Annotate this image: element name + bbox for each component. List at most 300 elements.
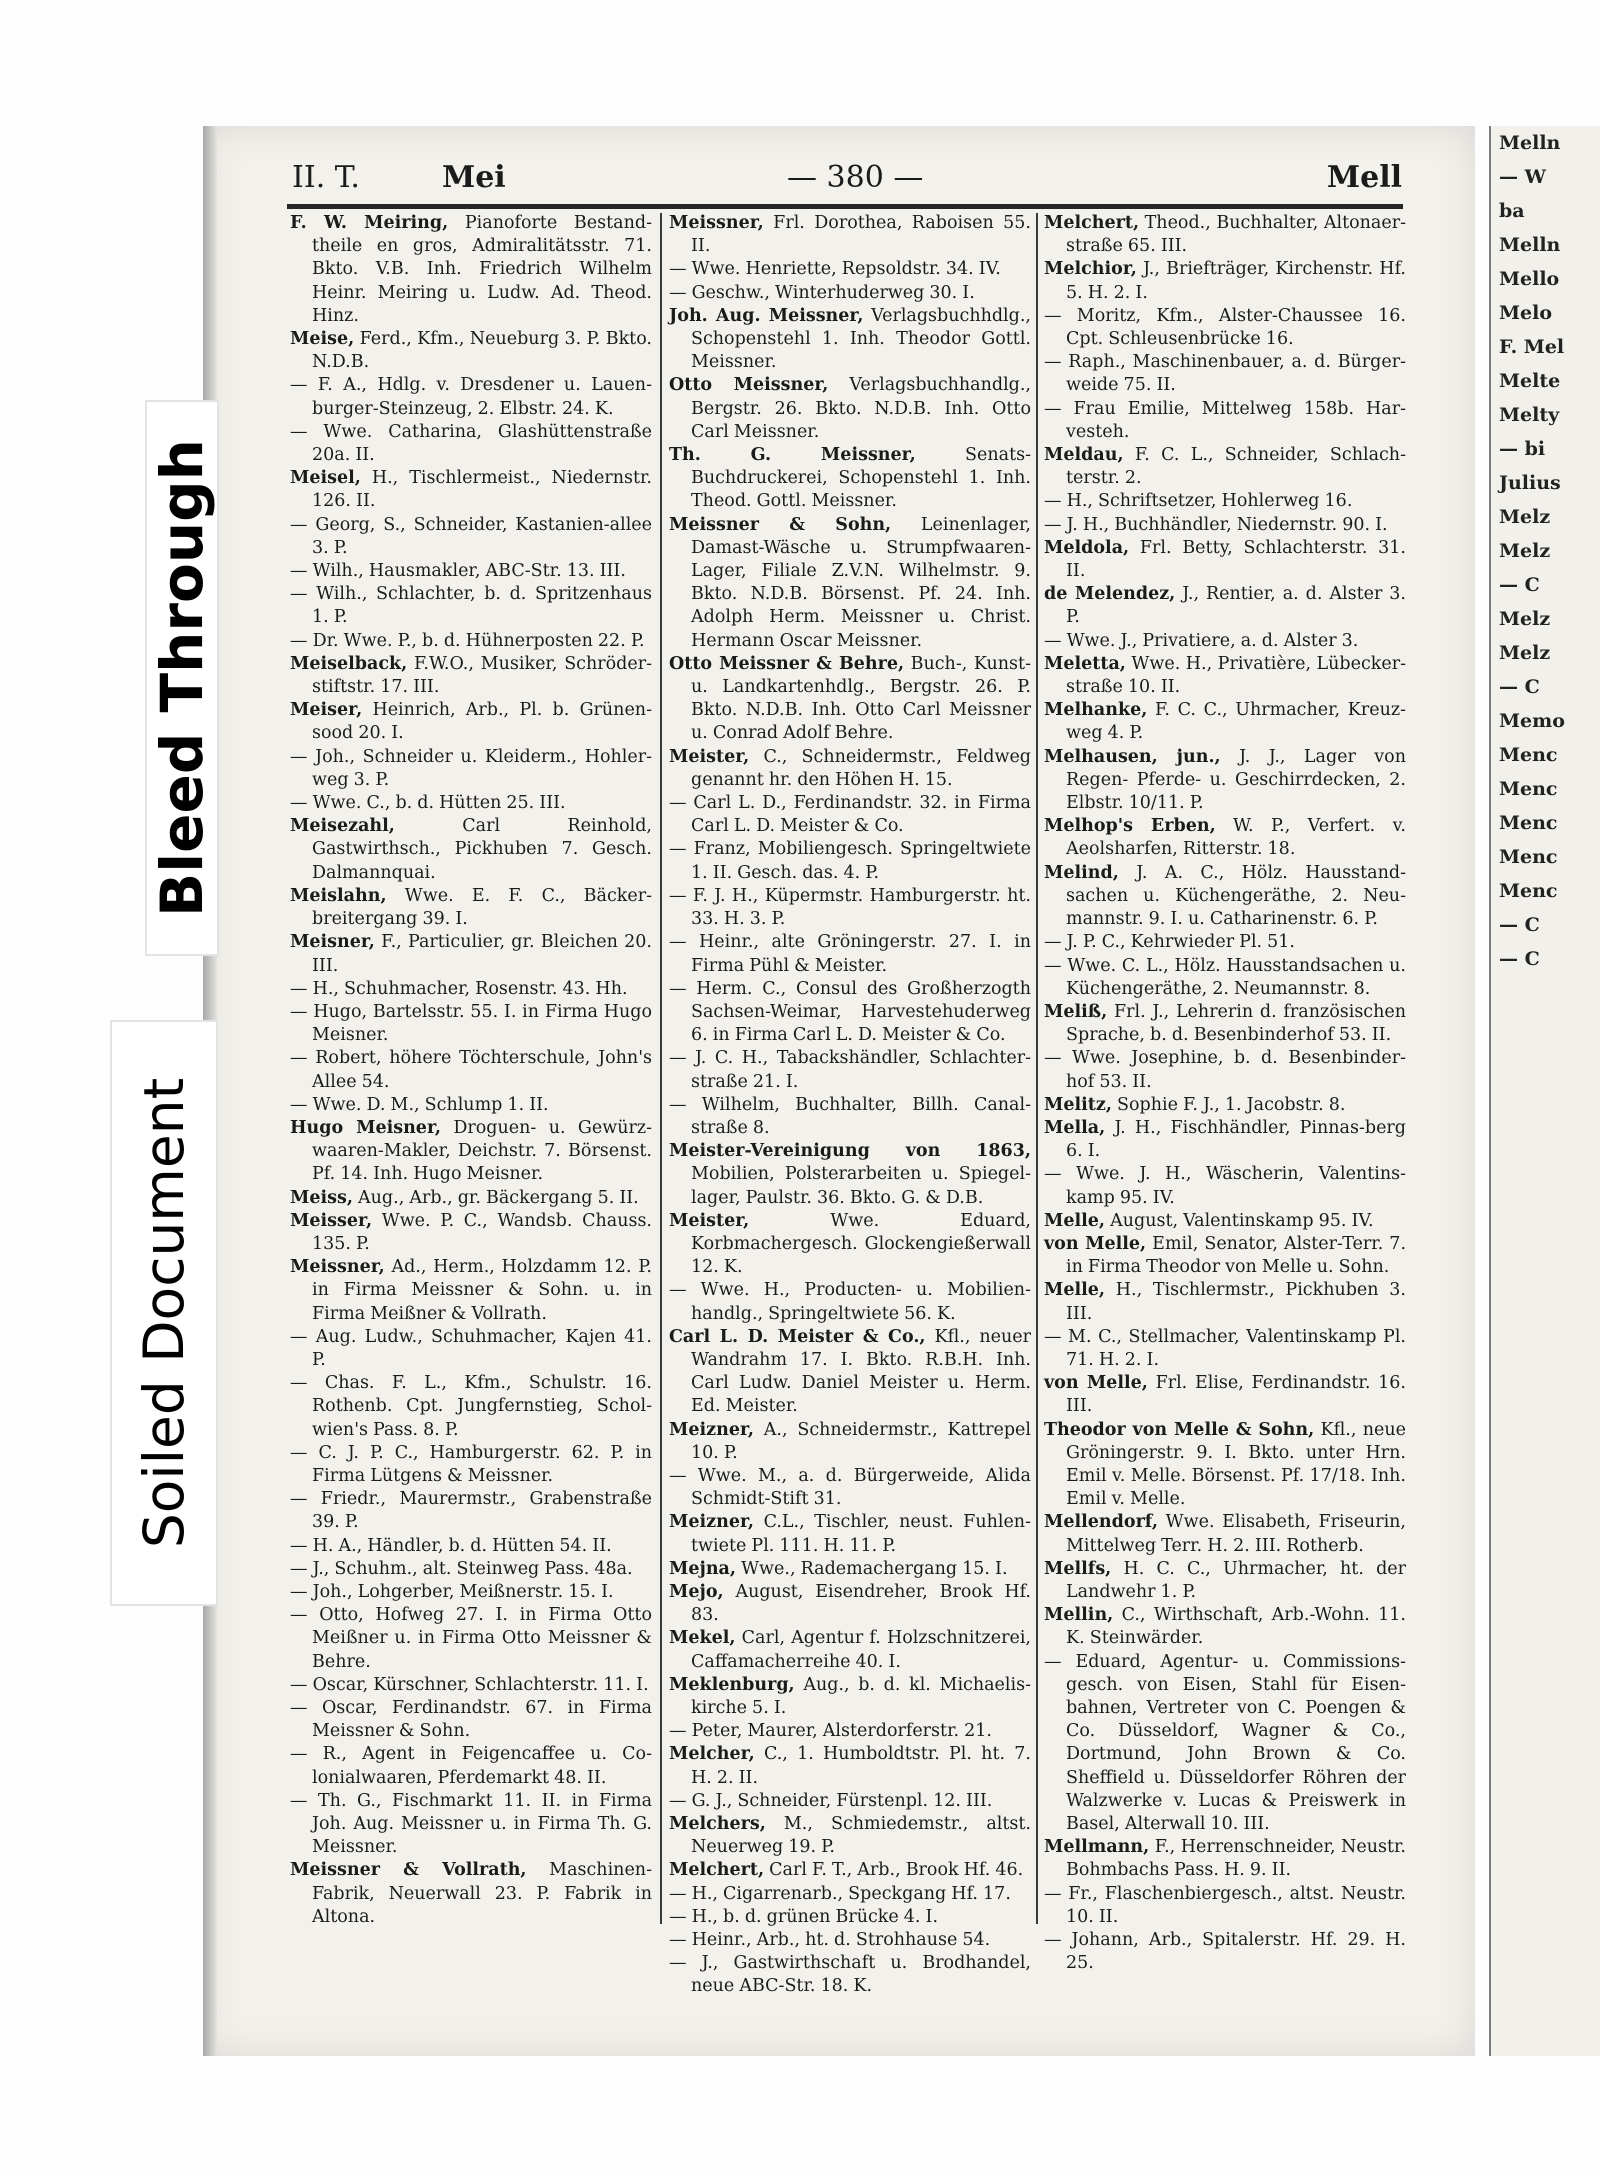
- entry-details: Carl Reinhold, Gastwirthsch., Pickhuben 7. Gesch. Dalmannquai.: [312, 816, 652, 883]
- entry-details: F., Particulier, gr. Bleichen 20. III.: [312, 932, 652, 976]
- entry-name: Meletta,: [1044, 653, 1126, 674]
- directory-entry: [1044, 1210, 1406, 1233]
- entry-details: — J. P. C., Kehrwieder Pl. 51.: [1044, 932, 1295, 953]
- directory-entry: [669, 1511, 1031, 1557]
- entry-details: — Moritz, Kfm., Alster-Chaussee 16. Cpt. Schleusenbrücke 16.: [1044, 305, 1406, 350]
- entry-name: Melchert,: [1044, 213, 1140, 233]
- entry-details: August, Valentinskamp 95. IV.: [1105, 1210, 1374, 1231]
- directory-entry: [1044, 862, 1406, 932]
- entry-name: Melchior,: [1044, 259, 1137, 280]
- entry-details: — Joh., Lohgerber, Meißnerstr. 15. I.: [290, 1581, 614, 1602]
- column-3: [1044, 212, 1406, 1975]
- adjacent-page-fragment: — W: [1499, 166, 1546, 188]
- entry-details: — Geschw., Winterhuderweg 30. I.: [669, 282, 975, 303]
- directory-entry: [1044, 815, 1406, 861]
- directory-entry: [669, 1883, 1031, 1906]
- directory-entry: [290, 1604, 652, 1674]
- directory-entry: [1044, 653, 1406, 699]
- adjacent-page-fragment: Melo: [1499, 302, 1553, 324]
- entry-details: C.L., Tischler, neust. Fuhlen-twiete Pl. 111. H. 11. P.: [691, 1512, 1031, 1556]
- directory-entry: [1044, 444, 1406, 490]
- entry-details: — Th. G., Fischmarkt 11. II. in Firma Joh. Aug. Meissner u. in Firma Th. G. Meissner.: [290, 1790, 652, 1858]
- adjacent-page-fragment: Melln: [1499, 234, 1561, 256]
- adjacent-page-fragment: Menc: [1499, 812, 1558, 834]
- entry-name: Melcher,: [669, 1744, 755, 1765]
- entry-details: — Wwe. Catharina, Glashüttenstraße 20a. II.: [290, 421, 652, 466]
- entry-details: Kfl., neuer Wandrahm 17. I. Bkto. R.B.H. Inh. Carl Ludw. Daniel Meister u. Herm. Ed. Meister.: [691, 1326, 1031, 1417]
- directory-entry: [669, 885, 1031, 931]
- entry-name: Mellin,: [1044, 1605, 1114, 1626]
- adjacent-page-fragment: Menc: [1499, 846, 1558, 868]
- entry-details: — Georg, S., Schneider, Kastanien-allee 3. P.: [290, 514, 652, 558]
- entry-details: — C. J. P. C., Hamburgerstr. 62. P. in Firma Lütgens & Meissner.: [290, 1442, 652, 1486]
- entry-details: J. H., Fischhändler, Pinnas-berg 6. I.: [1066, 1117, 1406, 1162]
- directory-entry: [290, 1372, 652, 1442]
- adjacent-page-fragment: Julius: [1499, 472, 1561, 494]
- entry-details: Theod., Buchhalter, Altonaer-straße 65. III.: [1066, 213, 1406, 257]
- directory-entry: [669, 1952, 1031, 1998]
- adjacent-page-fragment: F. Mel: [1499, 336, 1565, 358]
- entry-details: Wwe. H., Privatière, Lübecker-straße 10. II.: [1066, 653, 1406, 698]
- entry-name: Meister,: [669, 1210, 750, 1231]
- entry-details: — Raph., Maschinenbauer, a. d. Bürger-weide 75. II.: [1044, 352, 1406, 396]
- directory-entry: [1044, 514, 1406, 537]
- directory-entry: [1044, 630, 1406, 653]
- entry-details: — Wwe. Josephine, b. d. Besenbinder-hof 53. II.: [1044, 1048, 1406, 1092]
- entry-name: Melitz,: [1044, 1094, 1112, 1115]
- directory-entry: [669, 1094, 1031, 1140]
- entry-name: Meisner,: [290, 932, 375, 953]
- directory-entry: [669, 1581, 1031, 1627]
- entry-name: Meissner,: [669, 213, 764, 233]
- entry-details: Senats-Buchdruckerei, Schopenstehl 1. Inh. Theod. Gottl. Meissner.: [691, 445, 1031, 512]
- entry-details: — Wwe. H., Producten- u. Mobilien-handlg., Springeltwiete 56. K.: [669, 1280, 1031, 1324]
- entry-details: F. C. L., Schneider, Schlach-terstr. 2.: [1066, 445, 1406, 489]
- directory-entry: [290, 1859, 652, 1929]
- directory-entry: [669, 1419, 1031, 1465]
- entry-name: Mellmann,: [1044, 1837, 1150, 1858]
- directory-entry: [1044, 1372, 1406, 1418]
- directory-entry: [290, 653, 652, 699]
- directory-entry: [290, 1558, 652, 1581]
- entry-details: — Franz, Mobiliengesch. Springeltwiete 1. II. Gesch. das. 4. P.: [669, 839, 1031, 883]
- directory-entry: [290, 792, 652, 815]
- entry-details: Mobilien, Polsterarbeiten u. Spiegel-lager, Paulstr. 36. Bkto. G. & D.B.: [691, 1164, 1031, 1208]
- directory-entry: [669, 1465, 1031, 1511]
- entry-details: Frl. Elise, Ferdinandstr. 16. III.: [1066, 1373, 1406, 1417]
- entry-name: Melchert,: [669, 1860, 765, 1881]
- entry-details: Wwe., Rademachergang 15. I.: [736, 1558, 1008, 1579]
- adjacent-page-fragment: Melz: [1499, 642, 1551, 664]
- entry-details: Frl. Betty, Schlachterstr. 31. II.: [1066, 537, 1406, 582]
- adjacent-page-fragment: Melln: [1499, 132, 1561, 154]
- directory-entry: [1044, 305, 1406, 351]
- directory-entry: [290, 1187, 652, 1210]
- directory-entry: [669, 514, 1031, 653]
- entry-name: Meisser,: [290, 1210, 373, 1231]
- adjacent-page-fragment: ba: [1499, 200, 1525, 222]
- entry-details: — H., Schuhmacher, Rosenstr. 43. Hh.: [290, 978, 628, 999]
- directory-entry: [1044, 537, 1406, 583]
- entry-details: — Wwe. J. H., Wäscherin, Valentins-kamp 95. IV.: [1044, 1164, 1406, 1208]
- entry-name: Meiss,: [290, 1187, 353, 1208]
- entry-name: Meldau,: [1044, 445, 1124, 466]
- entry-name: Meislahn,: [290, 885, 387, 906]
- directory-entry: [290, 1094, 652, 1117]
- entry-details: Emil, Senator, Alster-Terr. 7. in Firma Theodor von Melle u. Sohn.: [1066, 1233, 1407, 1278]
- entry-details: — J., Schuhm., alt. Steinweg Pass. 48a.: [290, 1558, 633, 1579]
- entry-details: — Wilhelm, Buchhalter, Billh. Canal-straße 8.: [669, 1094, 1031, 1138]
- directory-entry: [669, 1326, 1031, 1419]
- directory-entry: [290, 583, 652, 629]
- entry-details: — Wilh., Schlachter, b. d. Spritzenhaus 1. P.: [290, 584, 652, 628]
- entry-details: Ad., Herm., Holzdamm 12. P. in Firma Meissner & Sohn. u. in Firma Meißner & Vollrath.: [312, 1257, 652, 1324]
- adjacent-page-fragment: — bi: [1499, 438, 1546, 460]
- adjacent-page-fragment: — C: [1499, 948, 1540, 970]
- directory-entry: [290, 1581, 652, 1604]
- directory-entry: [669, 444, 1031, 514]
- directory-entry: [669, 978, 1031, 1048]
- adjacent-page-fragment: Menc: [1499, 880, 1558, 902]
- entry-name: Carl L. D. Meister & Co.,: [669, 1326, 926, 1347]
- page-header: [292, 160, 1402, 204]
- directory-entry: [290, 467, 652, 513]
- entry-details: — Wwe. M., a. d. Bürgerweide, Alida Schmidt-Stift 31.: [669, 1465, 1031, 1510]
- entry-details: H., Tischlermstr., Pickhuben 3. III.: [1066, 1280, 1406, 1324]
- entry-details: — Johann, Arb., Spitalerstr. Hf. 29. H. 25.: [1044, 1930, 1406, 1974]
- section-mark: II. T.: [292, 160, 360, 195]
- entry-name: Meisezahl,: [290, 816, 395, 837]
- directory-entry: [669, 653, 1031, 746]
- entry-name: von Melle,: [1044, 1373, 1148, 1394]
- directory-entry: [669, 1790, 1031, 1813]
- entry-details: H. C. C., Uhrmacher, ht. der Landwehr 1. P.: [1066, 1558, 1406, 1602]
- directory-entry: [290, 421, 652, 467]
- directory-entry: [290, 1047, 652, 1093]
- directory-entry: [1044, 1558, 1406, 1604]
- entry-details: Frl. J., Lehrerin d. französischen Sprache, b. d. Besenbinderhof 53. II.: [1066, 1001, 1406, 1046]
- soiled-document-text: Soiled Document: [132, 1077, 197, 1549]
- directory-entry: [290, 1674, 652, 1697]
- entry-details: Carl F. T., Arb., Brook Hf. 46.: [764, 1860, 1024, 1881]
- entry-details: M., Schmiedemstr., altst. Neuerweg 19. P.: [691, 1814, 1031, 1858]
- directory-entry: [1044, 1047, 1406, 1093]
- directory-entry: [1044, 212, 1406, 258]
- directory-entry: [669, 1743, 1031, 1789]
- entry-name: Meister,: [669, 746, 750, 767]
- entry-name: Meissner & Sohn,: [669, 514, 892, 535]
- entry-details: Droguen- u. Gewürz-waaren-Makler, Deichstr. 7. Börsenst. Pf. 14. Inh. Hugo Meisner.: [312, 1117, 652, 1185]
- entry-name: Meldola,: [1044, 537, 1130, 558]
- entry-details: Aug., b. d. kl. Michaelis-kirche 5. I.: [691, 1674, 1031, 1718]
- header-rule: [287, 204, 1403, 209]
- entry-details: Pianoforte Bestand-theile en gros, Admiralitätsstr. 71. Bkto. V.B. Inh. Friedrich Wilhelm Heinr. Meiring u. Ludw. Ad. Theod. Hinz.: [312, 213, 652, 326]
- directory-entry: [290, 1256, 652, 1326]
- directory-entry: [290, 1001, 652, 1047]
- directory-entry: [669, 1929, 1031, 1952]
- entry-name: Meizner,: [669, 1512, 754, 1533]
- directory-entry: [1044, 490, 1406, 513]
- entry-name: Melchers,: [669, 1814, 766, 1835]
- adjacent-page-fragment: Mello: [1499, 268, 1560, 290]
- entry-details: F. C. C., Uhrmacher, Kreuz-weg 4. P.: [1066, 700, 1406, 744]
- directory-entry: [1044, 1651, 1406, 1837]
- entry-details: — Heinr., Arb., ht. d. Strohhause 54.: [669, 1930, 991, 1951]
- directory-entry: [1044, 1836, 1406, 1882]
- entry-details: — H. A., Händler, b. d. Hütten 54. II.: [290, 1535, 612, 1556]
- entry-details: Wwe. Elisabeth, Friseurin, Mittelweg Terr. H. 2. III. Rotherb.: [1066, 1512, 1406, 1556]
- directory-entry: [669, 1140, 1031, 1210]
- entry-details: F.W.O., Musiker, Schröder-stiftstr. 17. III.: [312, 653, 652, 698]
- entry-name: Meissner,: [290, 1257, 385, 1278]
- entry-details: — Oscar, Ferdinandstr. 67. in Firma Meissner & Sohn.: [290, 1698, 652, 1742]
- entry-name: Meiser,: [290, 700, 363, 721]
- directory-entry: [290, 560, 652, 583]
- entry-details: — Wilh., Hausmakler, ABC-Str. 13. III.: [290, 561, 626, 582]
- directory-entry: [669, 838, 1031, 884]
- directory-entry: [669, 212, 1031, 258]
- entry-details: Sophie F. J., 1. Jacobstr. 8.: [1111, 1094, 1346, 1115]
- entry-details: — Hugo, Bartelsstr. 55. I. in Firma Hugo Meisner.: [290, 1001, 652, 1046]
- directory-entry: [1044, 931, 1406, 954]
- entry-details: — Wwe. J., Privatiere, a. d. Alster 3.: [1044, 630, 1359, 651]
- directory-entry: [290, 374, 652, 420]
- entry-details: — H., Schriftsetzer, Hohlerweg 16.: [1044, 491, 1353, 512]
- entry-details: — Carl L. D., Ferdinandstr. 32. in Firma Carl L. D. Meister & Co.: [669, 793, 1031, 837]
- directory-entry: [669, 374, 1031, 444]
- entry-name: Meizner,: [669, 1419, 754, 1440]
- entry-details: August, Eisendreher, Brook Hf. 83.: [691, 1581, 1031, 1626]
- entry-name: Melhausen, jun.,: [1044, 746, 1221, 767]
- column-1: [290, 212, 652, 1929]
- adjacent-page-fragment: — C: [1499, 574, 1540, 596]
- directory-entry: [290, 1697, 652, 1743]
- entry-details: — Wwe. C. L., Hölz. Hausstandsachen u. Küchengeräthe, 2. Neumannstr. 8.: [1044, 955, 1406, 999]
- directory-entry: [290, 1326, 652, 1372]
- entry-details: — Friedr., Maurermstr., Grabenstraße 39. P.: [290, 1489, 652, 1533]
- directory-entry: [669, 1279, 1031, 1325]
- header-key-right: Mell: [1326, 160, 1402, 195]
- directory-entry: [669, 1627, 1031, 1673]
- directory-entry: [290, 1117, 652, 1187]
- entry-name: Melind,: [1044, 862, 1119, 883]
- directory-entry: [669, 1047, 1031, 1093]
- directory-entry: [290, 328, 652, 374]
- entry-details: — J. C. H., Tabackshändler, Schlachter-straße 21. I.: [669, 1048, 1031, 1092]
- directory-entry: [1044, 1001, 1406, 1047]
- entry-details: — Oscar, Kürschner, Schlachterstr. 11. I.: [290, 1674, 649, 1695]
- directory-entry: [1044, 258, 1406, 304]
- directory-entry: [1044, 955, 1406, 1001]
- directory-entry: [290, 212, 652, 328]
- entry-name: Theodor von Melle & Sohn,: [1044, 1419, 1315, 1440]
- directory-entry: [669, 1558, 1031, 1581]
- entry-name: von Melle,: [1044, 1233, 1147, 1254]
- entry-details: Leinenlager, Damast-Wäsche u. Strumpfwaaren-Lager, Filiale Z.V.N. Wilhelmstr. 9. Bkto. N.D.B. Börsenst. Pf. 24. Inh. Adolph Herm. Meissner u. Christ. Hermann Oscar Meissner.: [691, 514, 1031, 651]
- directory-entry: [1044, 1604, 1406, 1650]
- directory-entry: [669, 792, 1031, 838]
- directory-entry: [290, 746, 652, 792]
- directory-entry: [669, 1720, 1031, 1743]
- directory-entry: [1044, 398, 1406, 444]
- entry-details: — Aug. Ludw., Schuhmacher, Kajen 41. P.: [290, 1326, 652, 1370]
- entry-details: — F. J. H., Küpermstr. Hamburgerstr. ht. 33. H. 3. P.: [669, 885, 1031, 930]
- entry-name: Meisel,: [290, 468, 361, 489]
- directory-entry: [1044, 1117, 1406, 1163]
- entry-name: Melhanke,: [1044, 700, 1148, 721]
- entry-details: — J., Gastwirthschaft u. Brodhandel, neue ABC-Str. 18. K.: [669, 1953, 1031, 1997]
- entry-name: Otto Meissner & Behre,: [669, 653, 905, 674]
- entry-name: Meiselback,: [290, 653, 408, 674]
- directory-entry: [290, 885, 652, 931]
- entry-details: — R., Agent in Feigencaffee u. Co-lonialwaaren, Pferdemarkt 48. II.: [290, 1744, 652, 1788]
- directory-entry: [1044, 1326, 1406, 1372]
- entry-details: C., Schneidermstr., Feldweg genannt hr. den Höhen H. 15.: [691, 746, 1031, 790]
- entry-name: de Melendez,: [1044, 584, 1176, 605]
- header-key-left: Mei: [442, 160, 506, 195]
- entry-details: — Frau Emilie, Mittelweg 158b. Har-vesteh.: [1044, 398, 1406, 442]
- adjacent-page-strip: [1489, 126, 1600, 2056]
- entry-details: — Joh., Schneider u. Kleiderm., Hohler-weg 3. P.: [290, 746, 652, 790]
- directory-entry: [290, 931, 652, 977]
- entry-details: — Fr., Flaschenbiergesch., altst. Neustr. 10. II.: [1044, 1883, 1406, 1927]
- entry-details: Wwe. E. F. C., Bäcker-breitergang 39. I.: [312, 885, 652, 930]
- entry-details: A., Schneidermstr., Kattrepel 10. P.: [691, 1419, 1031, 1463]
- directory-entry: [669, 305, 1031, 375]
- entry-details: — G. J., Schneider, Fürstenpl. 12. III.: [669, 1790, 993, 1811]
- entry-name: Mellendorf,: [1044, 1512, 1159, 1533]
- directory-entry: [669, 1859, 1031, 1882]
- entry-name: Meklenburg,: [669, 1674, 795, 1695]
- directory-entry: [669, 282, 1031, 305]
- bleed-through-label: [145, 400, 219, 956]
- directory-entry: [1044, 1883, 1406, 1929]
- directory-entry: [1044, 1233, 1406, 1279]
- directory-entry: [669, 1813, 1031, 1859]
- entry-details: — J. H., Buchhändler, Niedernstr. 90. I.: [1044, 514, 1388, 535]
- entry-details: F., Herrenschneider, Neustr. Bohmbachs Pass. H. 9. II.: [1066, 1837, 1406, 1881]
- entry-details: Carl, Agentur f. Holzschnitzerei, Caffamacherreihe 40. I.: [691, 1628, 1031, 1672]
- entry-name: Melle,: [1044, 1280, 1106, 1301]
- entry-details: — H., Cigarrenarb., Speckgang Hf. 17.: [669, 1883, 1011, 1904]
- column-2: [669, 212, 1031, 1999]
- adjacent-page-fragment: Melz: [1499, 540, 1551, 562]
- entry-details: — Wwe. D. M., Schlump 1. II.: [290, 1094, 549, 1115]
- adjacent-page-fragment: Menc: [1499, 778, 1558, 800]
- directory-entry: [1044, 351, 1406, 397]
- entry-details: — F. A., Hdlg. v. Dresdener u. Lauen-burger-Steinzeug, 2. Elbstr. 24. K.: [290, 375, 652, 419]
- directory-entry: [1044, 1279, 1406, 1325]
- entry-details: C., Wirthschaft, Arb.-Wohn. 11. K. Steinwärder.: [1066, 1605, 1406, 1649]
- entry-name: Th. G. Meissner,: [669, 445, 916, 466]
- entry-details: — Dr. Wwe. P., b. d. Hühnerposten 22. P.: [290, 630, 645, 651]
- directory-entry: [290, 1488, 652, 1534]
- directory-entry: [669, 746, 1031, 792]
- directory-entry: [1044, 699, 1406, 745]
- entry-details: Ferd., Kfm., Neueburg 3. P. Bkto. N.D.B.: [312, 329, 652, 373]
- entry-details: Aug., Arb., gr. Bäckergang 5. II.: [352, 1187, 639, 1208]
- directory-entry: [290, 815, 652, 885]
- column-divider-2: [1036, 213, 1038, 1924]
- entry-name: Meissner & Vollrath,: [290, 1860, 527, 1881]
- soiled-document-label: [110, 1020, 218, 1606]
- directory-entry: [290, 1743, 652, 1789]
- entry-details: — Robert, höhere Töchterschule, John's Allee 54.: [290, 1048, 652, 1092]
- directory-entry: [290, 630, 652, 653]
- entry-details: J., Briefträger, Kirchenstr. Hf. 5. H. 2. I.: [1066, 259, 1406, 303]
- entry-details: Wwe. Eduard, Korbmachergesch. Glockengießerwall 12. K.: [691, 1210, 1031, 1278]
- entry-name: Meliß,: [1044, 1001, 1108, 1022]
- entry-details: W. P., Verfert. v. Aeolsharfen, Ritterstr. 18.: [1066, 816, 1406, 860]
- directory-entry: [1044, 1929, 1406, 1975]
- directory-entry: [1044, 1163, 1406, 1209]
- entry-name: Melle,: [1044, 1210, 1106, 1231]
- entry-details: H., Tischlermeist., Niedernstr. 126. II.: [312, 468, 652, 512]
- entry-details: Verlagsbuchhandlg., Bergstr. 26. Bkto. N.D.B. Inh. Otto Carl Meissner.: [691, 375, 1031, 442]
- entry-details: — Peter, Maurer, Alsterdorferstr. 21.: [669, 1721, 992, 1742]
- entry-details: Kfl., neue Gröningerstr. 9. I. Bkto. unter Hrn. Emil v. Melle. Börsenst. Pf. 17/18. Inh. Emil v. Melle.: [1066, 1419, 1406, 1510]
- entry-name: Meister-Vereinigung von 1863,: [669, 1141, 1031, 1162]
- entry-details: — Wwe. Henriette, Repsoldstr. 34. IV.: [669, 259, 1001, 280]
- directory-entry: [290, 1535, 652, 1558]
- entry-name: Mekel,: [669, 1628, 736, 1649]
- directory-entry: [290, 978, 652, 1001]
- bleed-through-text: Bleed Through: [148, 439, 217, 917]
- page-number: — 380 —: [787, 160, 924, 195]
- entry-details: — Herm. C., Consul des Großherzogth Sachsen-Weimar, Harvestehuderweg 6. in Firma Carl L. D. Meister & Co.: [669, 978, 1031, 1046]
- entry-details: — M. C., Stellmacher, Valentinskamp Pl. 71. H. 2. I.: [1044, 1326, 1406, 1370]
- entry-details: — Eduard, Agentur- u. Commissions-gesch. von Eisen, Stahl für Eisen-bahnen, Vertreter von C. Poengen & Co. Düsseldorf, Wagner & Co., Dortmund, John Brown & Co. Sheffield u. Düsseldorfer Röhren der Walzwerke v. Lucas & Preiswerk in Basel, Alterwall 10. III.: [1044, 1651, 1406, 1835]
- directory-entry: [669, 1210, 1031, 1280]
- entry-details: — H., b. d. grünen Brücke 4. I.: [669, 1906, 939, 1927]
- entry-details: Maschinen-Fabrik, Neuerwall 23. P. Fabrik in Altona.: [312, 1860, 652, 1927]
- entry-details: J. J., Lager von Regen- Pferde- u. Geschirrdecken, 2. Elbstr. 10/11. P.: [1066, 746, 1406, 814]
- adjacent-page-fragment: Melz: [1499, 608, 1551, 630]
- directory-entry: [669, 258, 1031, 281]
- adjacent-page-fragment: Menc: [1499, 744, 1558, 766]
- entry-details: J., Rentier, a. d. Alster 3. P.: [1066, 584, 1406, 628]
- entry-name: Melhop's Erben,: [1044, 816, 1216, 837]
- entry-details: Heinrich, Arb., Pl. b. Grünen-sood 20. I.: [312, 700, 652, 744]
- adjacent-page-fragment: — C: [1499, 914, 1540, 936]
- entry-details: — Otto, Hofweg 27. I. in Firma Otto Meißner u. in Firma Otto Meissner & Behre.: [290, 1605, 652, 1672]
- entry-name: Mejo,: [669, 1581, 724, 1602]
- adjacent-page-fragment: Memo: [1499, 710, 1565, 732]
- directory-entry: [669, 1674, 1031, 1720]
- entry-details: Frl. Dorothea, Raboisen 55. II.: [691, 213, 1031, 257]
- entry-details: Wwe. P. C., Wandsb. Chauss. 135. P.: [312, 1210, 652, 1254]
- entry-name: F. W. Meiring,: [290, 213, 449, 233]
- adjacent-page-fragment: — C: [1499, 676, 1540, 698]
- directory-entry: [290, 1790, 652, 1860]
- directory-entry: [290, 1210, 652, 1256]
- entry-details: — Wwe. C., b. d. Hütten 25. III.: [290, 793, 566, 814]
- entry-name: Mellfs,: [1044, 1558, 1112, 1579]
- column-divider-1: [660, 213, 662, 1924]
- adjacent-page-fragment: Melte: [1499, 370, 1561, 392]
- directory-entry: [1044, 1094, 1406, 1117]
- directory-entry: [290, 1442, 652, 1488]
- directory-entry: [1044, 746, 1406, 816]
- entry-name: Otto Meissner,: [669, 375, 829, 396]
- entry-details: — Chas. F. L., Kfm., Schulstr. 16. Rothenb. Cpt. Jungfernstieg, Schol-wien's Pass. 8. P.: [290, 1373, 652, 1440]
- entry-name: Meise,: [290, 329, 355, 350]
- directory-entry: [669, 1906, 1031, 1929]
- entry-details: J. A. C., Hölz. Hausstand-sachen u. Küchengeräthe, 2. Neu-mannstr. 9. I. u. Catharinenstr. 6. P.: [1066, 862, 1406, 930]
- directory-entry: [290, 699, 652, 745]
- entry-details: — Heinr., alte Gröningerstr. 27. I. in Firma Pühl & Meister.: [669, 932, 1031, 976]
- entry-name: Joh. Aug. Meissner,: [669, 305, 864, 326]
